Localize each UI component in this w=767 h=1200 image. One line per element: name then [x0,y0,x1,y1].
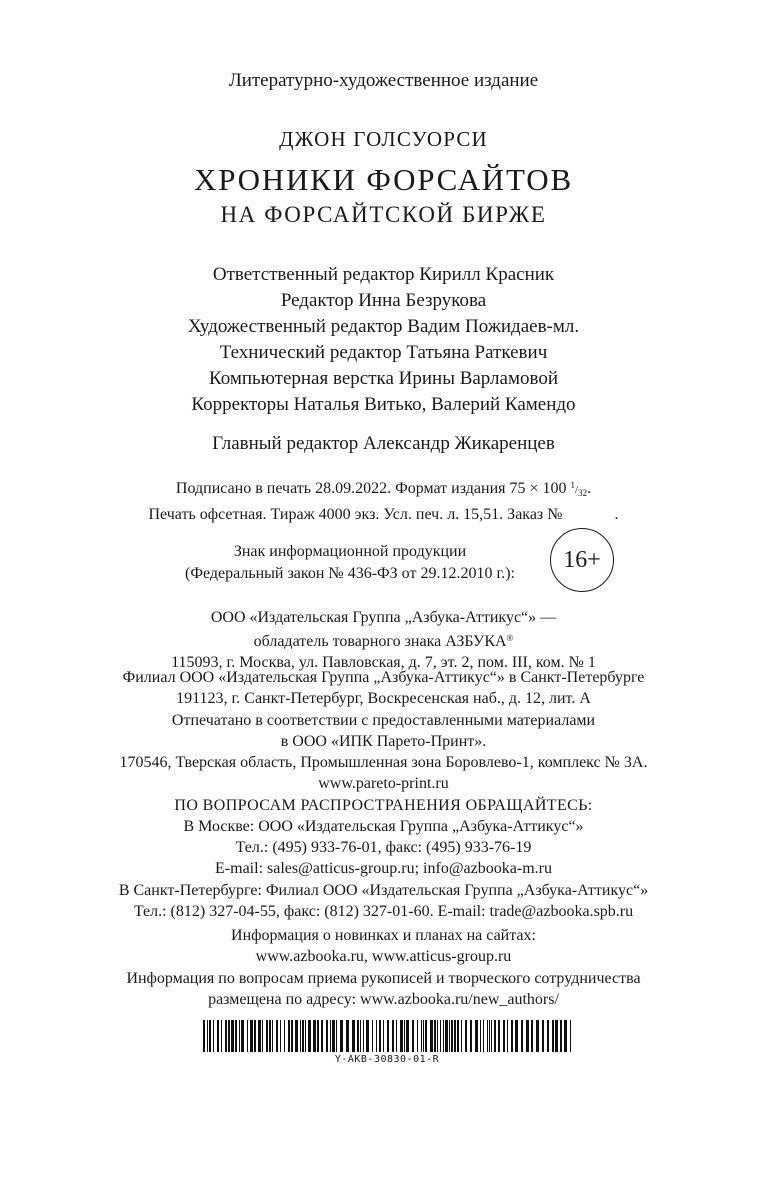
author-name: ДЖОН ГОЛСУОРСИ [279,127,488,151]
distribution-block: ПО ВОПРОСАМ РАСПРОСТРАНЕНИЯ ОБРАЩАЙТЕСЬ: В Москве: ООО «Издательская Группа „Азбука-Аттикус“» Тел.: (495) 933-76-01, факс: (495) 933-76-19 E-mail: sales@atticus-group.ru; info@azbooka-m.ru [0,795,767,879]
credit-line: Редактор Инна Безрукова [280,290,487,311]
credit-line: Корректоры Наталья Витько, Валерий Камендо [191,394,576,415]
age-sign-text: Знак информационной продукции (Федеральный закон № 436-ФЗ от 29.12.2010 г.): [184,543,515,582]
websites-block: Информация о новинках и планах на сайтах: www.azbooka.ru, www.atticus-group.ru [231,927,536,965]
publisher-block: ООО «Издательская Группа „Азбука-Аттикус“» — обладатель товарного знака АЗБУКА® 115093, г. Москва, ул. Павловская, д. 7, эт. 2, пом. III, ком. № 1 [171,609,596,671]
trademark-sign: ® [506,633,514,643]
spb-contacts-block: В Санкт-Петербурге: Филиал ООО «Издательская Группа „Азбука-Аттикус“» Тел.: (812) 327-04-55, факс: (812) 327-01-60. E-mail: trade@azbooka.spb.ru [118,882,649,920]
barcode [203,1020,571,1065]
manuscripts-block: Информация по вопросам приема рукописей и творческого сотрудничества размещена по адресу: www.azbooka.ru/new_authors/ [126,970,641,1008]
printer-block: Отпечатано в соответствии с предоставленными материалами в ООО «ИПК Парето-Принт». 170546, Тверская область, Промышленная зона Боровлево-1, комплекс № 3А. www.pareto-print.ru [119,712,648,792]
barcode-label: Y-AKB-30830-01-R [334,1054,440,1065]
credit-line: Ответственный редактор Кирилл Красник [212,264,555,285]
book-subtitle: НА ФОРСАЙТСКОЙ БИРЖЕ [220,202,547,227]
format-fraction: $^1/_{32}$ [570,480,588,498]
book-title: ХРОНИКИ ФОРСАЙТОВ [194,162,573,197]
print-info-line2: Печать офсетная. Тираж 4000 экз. Усл. печ. л. 15,51. Заказ № . [148,506,619,523]
credit-line: Технический редактор Татьяна Раткевич [219,342,548,363]
chief-editor: Главный редактор Александр Жикаренцев [212,433,555,454]
print-info [0,474,767,526]
credits-list [0,262,767,418]
branch-block: Филиал ООО «Издательская Группа „Азбука-Аттикус“» в Санкт-Петербурге 191123, г. Санкт-Петербург, Воскресенская наб., д. 12, лит. А [122,669,645,707]
distribution-heading: ПО ВОПРОСАМ РАСПРОСТРАНЕНИЯ ОБРАЩАЙТЕСЬ: [174,797,593,814]
credit-line: Художественный редактор Вадим Пожидаев-мл. [187,316,580,337]
age-rating-badge: 16+ [550,528,614,592]
edition-type: Литературно-художественное издание [228,70,539,91]
barcode-icon [203,1020,571,1052]
credit-line: Компьютерная верстка Ирины Варламовой [208,368,559,389]
print-info-line1: Подписано в печать 28.09.2022. Формат издания 75 × 100 $^1/_{32}$. [175,480,592,498]
